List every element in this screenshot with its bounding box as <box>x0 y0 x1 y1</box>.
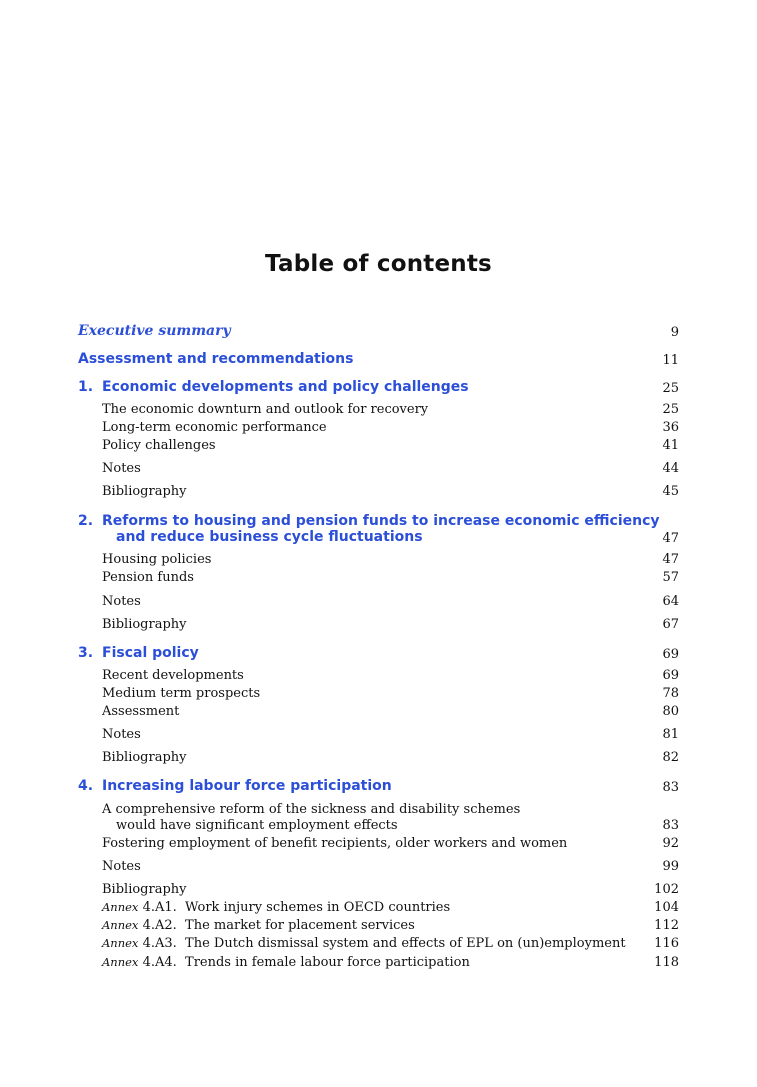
toc-section-entry[interactable] <box>78 570 679 588</box>
page-number: 25 <box>662 381 679 396</box>
entry-title: Medium term prospects <box>102 686 261 701</box>
page-number: 44 <box>662 461 679 476</box>
entry-title: Increasing labour force participation <box>102 778 392 794</box>
entry-title: Reforms to housing and pension funds to increase economic efficiency <box>102 513 660 529</box>
chapter-number: 2. <box>78 513 94 529</box>
page-number: 102 <box>654 882 679 897</box>
annex-title: The Dutch dismissal system and effects of EPL on (un)employment <box>185 936 626 951</box>
page-number: 9 <box>670 325 679 340</box>
annex-line <box>102 918 415 933</box>
page-number: 99 <box>662 859 679 874</box>
entry-title: Notes <box>102 727 141 742</box>
toc-section-entry[interactable] <box>78 552 679 570</box>
toc-annex-entry[interactable] <box>78 936 679 954</box>
page-number: 47 <box>662 531 679 546</box>
page-number: 116 <box>654 936 679 951</box>
toc-section-entry[interactable] <box>78 882 679 900</box>
annex-label: Annex <box>102 918 139 932</box>
page-number: 64 <box>662 594 679 609</box>
toc-annex-entry[interactable] <box>78 918 679 936</box>
entry-title: The economic downturn and outlook for recovery <box>102 402 429 417</box>
toc-chapter-continued[interactable] <box>78 529 679 547</box>
entry-title: Recent developments <box>102 668 244 683</box>
toc-section-entry[interactable] <box>78 438 679 456</box>
toc-chapter-entry[interactable] <box>78 379 679 397</box>
page-number: 92 <box>662 836 679 851</box>
entry-title: Bibliography <box>102 617 187 632</box>
toc-chapter-entry[interactable] <box>78 351 679 369</box>
page-number: 41 <box>662 438 679 453</box>
toc-section-entry[interactable] <box>78 617 679 635</box>
page-title: Table of contents <box>265 251 492 277</box>
page-number: 82 <box>662 750 679 765</box>
annex-code: 4.A4. <box>142 955 177 970</box>
entry-title: Fostering employment of benefit recipients, older workers and women <box>102 836 568 851</box>
entry-title: would have significant employment effects <box>116 818 398 833</box>
page-number: 78 <box>662 686 679 701</box>
annex-line <box>102 955 470 970</box>
toc-section-entry[interactable] <box>78 668 679 686</box>
entry-title: Policy challenges <box>102 438 216 453</box>
annex-code: 4.A2. <box>142 918 177 933</box>
entry-title: A comprehensive reform of the sickness and disability schemes <box>102 802 521 817</box>
page-number: 83 <box>662 818 679 833</box>
entry-title: Pension funds <box>102 570 194 585</box>
toc-section-entry[interactable] <box>78 704 679 722</box>
annex-line <box>102 936 626 951</box>
toc-annex-entry[interactable] <box>78 955 679 973</box>
toc-section-entry[interactable] <box>78 686 679 704</box>
page-number: 69 <box>662 647 679 662</box>
entry-title: Assessment <box>102 704 180 719</box>
toc-section-continued[interactable] <box>78 818 679 836</box>
entry-title: and reduce business cycle fluctuations <box>116 529 423 545</box>
toc-annex-entry[interactable] <box>78 900 679 918</box>
entry-title: Fiscal policy <box>102 645 199 661</box>
page-number: 57 <box>662 570 679 585</box>
annex-title: Trends in female labour force participation <box>185 955 470 970</box>
annex-code: 4.A1. <box>142 900 177 915</box>
entry-title: Assessment and recommendations <box>78 351 354 367</box>
chapter-number: 4. <box>78 778 94 794</box>
entry-title: Bibliography <box>102 484 187 499</box>
annex-title: Work injury schemes in OECD countries <box>185 900 451 915</box>
annex-code: 4.A3. <box>142 936 177 951</box>
toc-section-entry[interactable] <box>78 461 679 479</box>
toc-chapter-entry[interactable] <box>78 645 679 663</box>
annex-line <box>102 900 450 915</box>
page-number: 47 <box>662 552 679 567</box>
page-number: 81 <box>662 727 679 742</box>
entry-title: Long-term economic performance <box>102 420 327 435</box>
toc-section-entry[interactable] <box>78 836 679 854</box>
chapter-number: 3. <box>78 645 94 661</box>
toc-section-entry[interactable] <box>78 420 679 438</box>
annex-title: The market for placement services <box>185 918 415 933</box>
annex-label: Annex <box>102 936 139 950</box>
page-number: 45 <box>662 484 679 499</box>
toc-section-entry[interactable] <box>78 750 679 768</box>
toc-section-entry[interactable] <box>78 484 679 502</box>
page-number: 118 <box>654 955 679 970</box>
toc-section-entry[interactable] <box>78 402 679 420</box>
entry-title: Notes <box>102 859 141 874</box>
page-number: 11 <box>662 353 679 368</box>
toc-section-entry[interactable] <box>78 859 679 877</box>
page-number: 83 <box>662 780 679 795</box>
page-number: 112 <box>654 918 679 933</box>
toc-section-entry[interactable] <box>78 727 679 745</box>
entry-title: Notes <box>102 461 141 476</box>
entry-title: Bibliography <box>102 882 187 897</box>
chapter-number: 1. <box>78 379 94 395</box>
page-number: 36 <box>662 420 679 435</box>
toc-section-entry[interactable] <box>78 594 679 612</box>
entry-title: Bibliography <box>102 750 187 765</box>
annex-label: Annex <box>102 900 139 914</box>
entry-title: Notes <box>102 594 141 609</box>
entry-title: Housing policies <box>102 552 212 567</box>
page-number: 67 <box>662 617 679 632</box>
page-number: 69 <box>662 668 679 683</box>
entry-title: Economic developments and policy challenges <box>102 379 469 395</box>
page-number: 104 <box>654 900 679 915</box>
toc-chapter-entry[interactable] <box>78 323 679 341</box>
page-number: 25 <box>662 402 679 417</box>
entry-title: Executive summary <box>78 323 231 339</box>
toc-chapter-entry[interactable] <box>78 778 679 796</box>
page-number: 80 <box>662 704 679 719</box>
annex-label: Annex <box>102 955 139 969</box>
